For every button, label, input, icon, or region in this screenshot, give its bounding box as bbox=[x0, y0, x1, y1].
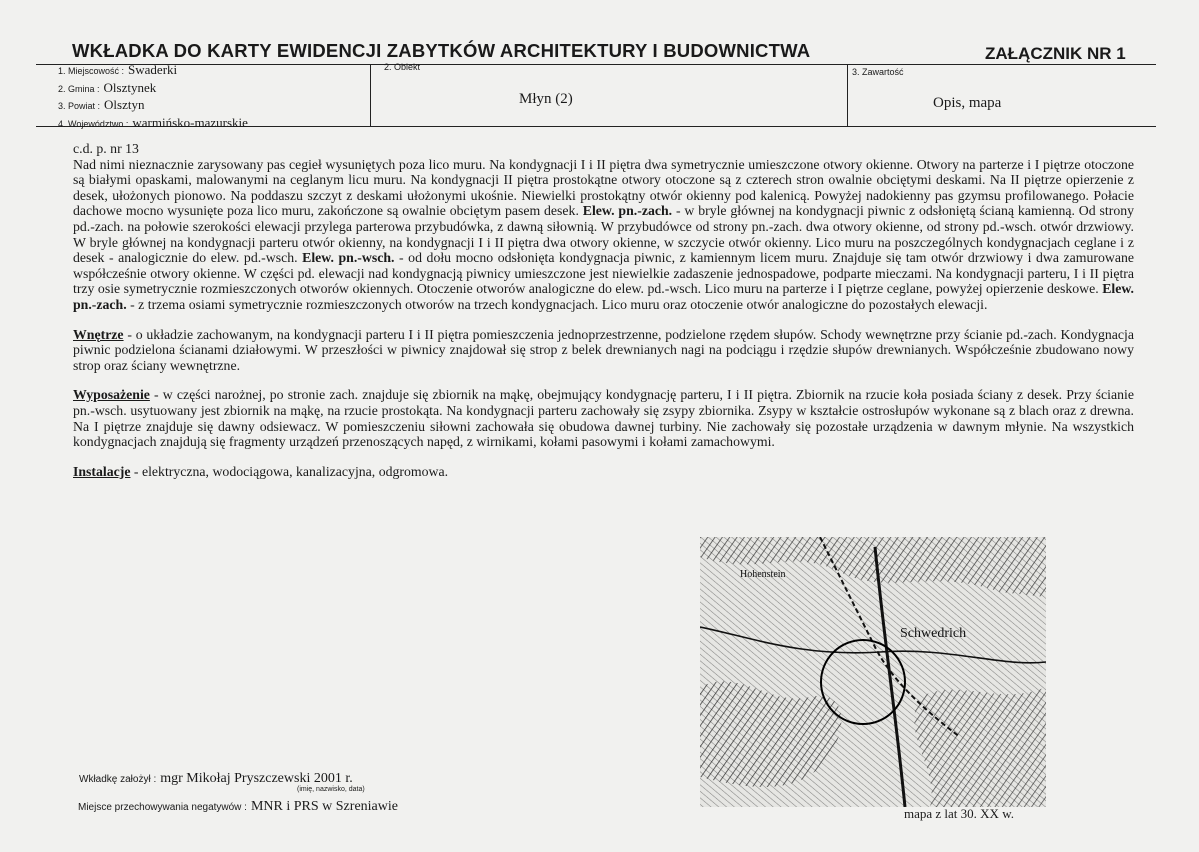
locality-row bbox=[58, 62, 248, 80]
facade-nw2-label: Elew. pn.-zach. bbox=[73, 281, 1134, 312]
founder-value: mgr Mikołaj Pryszczewski 2001 r. bbox=[160, 771, 353, 786]
facades-text-b: - w bryle głównej na kondygnacji piwnic z odsłoniętą ścianą kamienną. Od strony pd.-zach. na połowie szerokości elewacji przylega parterowa przybudówka, z dawną siłownią. W przybudówce od strony pn.-zach. dwa otwory okienne, od strony pd.-wsch. otwór drzwiowy. W bryle głównej na kondygnacji parteru otwór okienny, na kondygnacji I i II piętra dwa otwory okienne, w szczycie otwór okienny. Lico muru na poszczególnych kondygnacjach ceglane i z desek - analogicznie do elew. pd.-wsch. bbox=[73, 203, 1135, 266]
storage-value: MNR i PRS w Szreniawie bbox=[250, 799, 398, 814]
district-row bbox=[58, 97, 248, 115]
interior-paragraph bbox=[73, 327, 1134, 374]
installations-heading: Instalacje bbox=[73, 463, 131, 479]
content-label: 3. Zawartość bbox=[852, 67, 904, 77]
content-value: Opis, mapa bbox=[933, 95, 1002, 111]
map-place-label: Schwedrich bbox=[900, 626, 967, 641]
installations-text: - elektryczna, wodociągowa, kanalizacyjna, odgromowa. bbox=[130, 463, 449, 479]
continuation-note: c.d. p. nr 13 bbox=[73, 141, 139, 156]
facades-text-d: - z trzema osiami symetrycznie rozmieszczonych otworów na trzech kondygnacjach. Lico muru oraz otoczenie otwór analogiczne do pozostałych elewacji. bbox=[126, 296, 988, 312]
storage-label: Miejsce przechowywania negatywów : bbox=[78, 802, 247, 813]
commune-label: 2. Gmina : bbox=[58, 83, 100, 94]
map-forest-east bbox=[914, 687, 1046, 807]
map-place-label-2: Hohenstein bbox=[740, 569, 786, 580]
locality-value: Swaderki bbox=[128, 62, 178, 77]
facades-paragraph bbox=[73, 157, 1134, 313]
facades-text-c: - od dołu mocno odsłonięta kondygnacja piwnic, z kamiennym licem muru. Znajduje się tam otwór drzwiowy i dwa zamurowane współcześnie otwory okienne. W części pd. elewacji nad kondygnacją piwnicy umieszczone jest niewielkie zadaszenie jednospadowe, podparte mieczami. Na kondygnacji parteru, I i II piętra trzy osie symetrycznie rozmieszczonych otworów okiennych. Otoczenie otworów analogiczne do elew. pd.-wsch. Lico muru na parterze i I piętrze ceglane, powyżej opierzenie deskowe. bbox=[73, 250, 1134, 297]
annex-number: ZAŁĄCZNIK NR 1 bbox=[985, 44, 1126, 63]
equipment-text: - w części narożnej, po stronie zach. znajduje się zbiornik na mąkę, obejmujący kondygnację parteru, I i II piętra. Zbiornik na rzucie koła posiada ściany z desek. Przy ścianie pn.-wsch. usytuowany jest zbiornik na mąkę, na rzucie prostokąta. Na kondygnacji parteru zachowały się zsypy zbiornika. Zsypy w kształcie ostrosłupów wykonane są z blach oraz z drewna. Na I piętrze znajduje się dawny odsiewacz. W pomieszczeniu siłowni zachowała się obudowa dawnej turbiny. Nie zachowały się pozostałe urządzenia w dawnym młynie. Na wszystkich kondygnacjach znajdują się fragmenty urządzeń przenoszących napęd, z wirnikami, kołami pasowymi i kołami zamachowymi. bbox=[73, 387, 1134, 450]
object-label: 2. Obiekt bbox=[384, 62, 421, 72]
facades-text-a: Nad nimi nieznacznie zarysowany pas cegieł wysuniętych poza lico muru. Na kondygnacji I i II piętra dwa symetrycznie umieszczone otwory okienne. Otwory na parterze i I piętrze otoczone są białymi opaskami, malowanymi na ceglanym licu muru. Na kondygnacji II piętra prostokątne otwory otoczone są z czterech stron owalnie obciętymi deskami. Na II piętrze opierzenie z desek, ułożonych pionowo. Na poddaszu szczyt z deskami ułożonymi ukośnie. Niewielki prostokątny otwór okienny pod kalenicą. Powyżej nadokienny pas gzymsu profilowanego. Połacie dachowe mocno wysunięte poza lico muru, zakończone są owalnie obciętym pasem desek. bbox=[73, 156, 1134, 219]
district-label: 3. Powiat : bbox=[58, 101, 101, 112]
card-title: WKŁADKA DO KARTY EWIDENCJI ZABYTKÓW ARCHITEKTURY I BUDOWNICTWA bbox=[72, 40, 811, 61]
interior-heading: Wnętrze bbox=[73, 326, 124, 342]
equipment-paragraph bbox=[73, 387, 1134, 449]
header-divider-1 bbox=[370, 64, 371, 126]
locality-label: 1. Miejscowość : bbox=[58, 66, 125, 76]
historical-map bbox=[700, 537, 1046, 807]
header-divider-2 bbox=[847, 64, 848, 126]
interior-text: - o układzie zachowanym, na kondygnacji parteru I i II piętra pomieszczenia jednoprzestrzenne, podzielone rzędem słupów. Schody wewnętrzne przy ścianie pd.-zach. Kondygnacja piwnic podzielona ścianami działowymi. W przeszłości w piwnicy znajdował się strop z belek drewnianych nagi na podciągu i rzędzie słupów drewnianych. Współcześnie zbudowano nowy strop oraz ściany wewnętrzne. bbox=[73, 326, 1134, 373]
description-body bbox=[73, 141, 1134, 479]
storage-line bbox=[78, 797, 398, 815]
voivodeship-row bbox=[58, 115, 248, 133]
voivodeship-label: 4. Województwo : bbox=[58, 118, 129, 129]
object-value: Młyn (2) bbox=[519, 91, 573, 107]
founder-line bbox=[79, 769, 353, 787]
founder-subscript: (imię, nazwisko, data) bbox=[297, 786, 365, 793]
facade-ne-label: Elew. pn.-wsch. bbox=[302, 250, 395, 266]
location-fields bbox=[58, 62, 248, 132]
map-caption: mapa z lat 30. XX w. bbox=[904, 806, 1014, 821]
district-value: Olsztyn bbox=[104, 97, 145, 113]
commune-row bbox=[58, 80, 248, 98]
installations-paragraph bbox=[73, 464, 1134, 480]
facade-nw-label: Elew. pn.-zach. bbox=[582, 203, 673, 219]
equipment-heading: Wyposażenie bbox=[73, 387, 150, 403]
commune-value: Olsztynek bbox=[103, 79, 157, 95]
founder-label: Wkładkę założył : bbox=[79, 774, 157, 785]
voivodeship-value: warmińsko-mazurskie bbox=[132, 114, 248, 130]
